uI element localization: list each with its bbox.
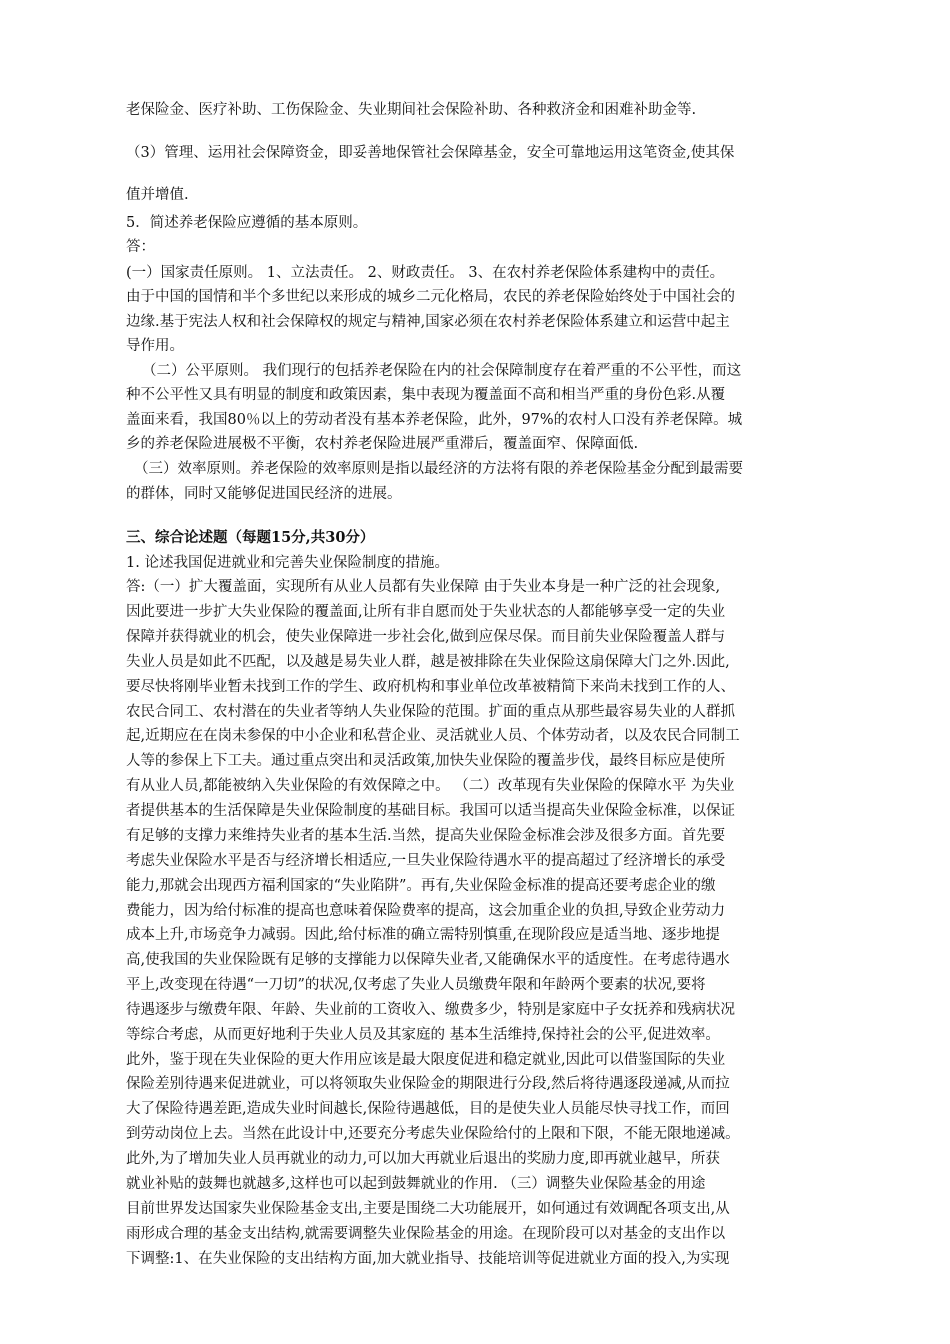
text-line: 答： xyxy=(126,239,155,255)
text-line: 等综合考虑，从而更好地利于失业人员及其家庭的 基本生活维持,保持社会的公平,促进效率。 xyxy=(126,1027,720,1043)
section-heading: 三、综合论述题（每题15分,共30分） xyxy=(126,529,375,546)
text-line: (一）国家责任原则。 1、立法责任。 2、财政责任。 3、在农村养老保险体系建构中的责任。 xyxy=(126,265,725,281)
text-line: 种不公平性又具有明显的制度和政策因素，集中表现为覆盖面不高和相当严重的身份色彩.从覆 xyxy=(126,387,726,403)
text-line: 起,近期应在在岗未参保的中小企业和私营企业、灵活就业人员、个体劳动者，以及农民合同制工 xyxy=(126,728,740,744)
text-line: 值并增值. xyxy=(126,187,189,203)
text-line: 就业补贴的鼓舞也就越多,这样也可以起到鼓舞就业的作用. （三）调整失业保险基金的用途 xyxy=(126,1176,706,1192)
text-line: 此外，鉴于现在失业保险的更大作用应该是最大限度促进和稳定就业,因此可以借鉴国际的失业 xyxy=(126,1052,726,1068)
text-line: （三）效率原则。养老保险的效率原则是指以最经济的方法将有限的养老保险基金分配到最需要 xyxy=(134,461,743,477)
text-line: 1. 论述我国促进就业和完善失业保险制度的措施。 xyxy=(126,555,449,571)
text-line: 成本上升,市场竞争力减弱。因此,给付标准的确立需特别慎重,在现阶段应是适当地、逐步地提 xyxy=(126,927,720,943)
text-line: 到劳动岗位上去。当然在此设计中,还要充分考虑失业保险给付的上限和下限，不能无限地递减。 xyxy=(126,1126,740,1142)
text-line: 的群体，同时又能够促进国民经济的进展。 xyxy=(126,486,402,502)
text-line: 能力,那就会出现西方福利国家的“失业陷阱”。再有,失业保险金标准的提高还要考虑企业的缴 xyxy=(126,878,716,894)
text-line: （3）管理、运用社会保障资金，即妥善地保管社会保障基金，安全可靠地运用这笔资金,使其保 xyxy=(126,145,735,161)
text-line: 老保险金、医疗补助、工伤保险金、失业期间社会保险补助、各种救济金和困难补助金等. xyxy=(126,102,697,118)
text-line: 下调整:1、在失业保险的支出结构方面,加大就业指导、技能培训等促进就业方面的投入,为实现 xyxy=(126,1251,730,1267)
text-line: 者提供基本的生活保障是失业保险制度的基础目标。我国可以适当提高失业保险金标准，以保证 xyxy=(126,803,735,819)
text-line: 人等的参保上下工夫。通过重点突出和灵活政策,加快失业保险的覆盖步伐，最终目标应是使所 xyxy=(126,753,726,769)
text-line: 乡的养老保险进展极不平衡，农村养老保险进展严重滞后，覆盖面窄、保障面低. xyxy=(126,436,639,452)
text-line: 有从业人员,都能被纳入失业保险的有效保障之中。 （二）改革现有失业保险的保障水平 为失业 xyxy=(126,778,735,794)
text-line: 盖面来看，我国80％以上的劳动者没有基本养老保险，此外，97%的农村人口没有养老保障。城 xyxy=(126,412,743,428)
text-line: 边缘.基于宪法人权和社会保障权的规定与精神,国家必须在农村养老保险体系建立和运营中起主 xyxy=(126,314,730,330)
text-line: 此外,为了增加失业人员再就业的动力,可以加大再就业后退出的奖励力度,即再就业越早，所获 xyxy=(126,1151,720,1167)
text-line: 失业人员是如此不匹配，以及越是易失业人群，越是被排除在失业保险这扇保障大门之外.因此, xyxy=(126,654,730,670)
text-line: 答:（一）扩大覆盖面，实现所有从业人员都有失业保障 由于失业本身是一种广泛的社会现象, xyxy=(126,579,721,595)
text-line: 目前世界发达国家失业保险基金支出,主要是围绕二大功能展开，如何通过有效调配各项支出,从 xyxy=(126,1201,730,1217)
text-line: 平上,改变现在待遇“一刀切”的状况,仅考虑了失业人员缴费年限和年龄两个要素的状况,要将 xyxy=(126,977,706,993)
text-line: 因此要进一步扩大失业保险的覆盖面,让所有非自愿而处于失业状态的人都能够享受一定的失业 xyxy=(126,604,726,620)
text-line: 费能力，因为给付标准的提高也意味着保险费率的提高，这会加重企业的负担,导致企业劳动力 xyxy=(126,903,726,919)
text-line: 雨形成合理的基金支出结构,就需要调整失业保险基金的用途。在现阶段可以对基金的支出作以 xyxy=(126,1226,726,1242)
text-line: 由于中国的国情和半个多世纪以来形成的城乡二元化格局，农民的养老保险始终处于中国社会的 xyxy=(126,289,735,305)
text-line: 大了保险待遇差距,造成失业时间越长,保险待遇越低，目的是使失业人员能尽快寻找工作，而回 xyxy=(126,1101,730,1117)
text-line: 保障并获得就业的机会，使失业保障进一步社会化,做到应保尽保。而目前失业保险覆盖人群与 xyxy=(126,629,726,645)
text-line: 有足够的支撑力来维持失业者的基本生活.当然，提高失业保险金标准会涉及很多方面。首先要 xyxy=(126,828,726,844)
text-line: 保险差别待遇来促进就业，可以将领取失业保险金的期限进行分段,然后将待遇逐段递减,从而拉 xyxy=(126,1076,730,1092)
text-line: （二）公平原则。 我们现行的包括养老保险在内的社会保障制度存在着严重的不公平性，而这 xyxy=(142,363,742,379)
text-line: 考虑失业保险水平是否与经济增长相适应,一旦失业保险待遇水平的提高超过了经济增长的承受 xyxy=(126,853,726,869)
text-line: 要尽快将刚毕业暂未找到工作的学生、政府机构和事业单位改革被精简下来尚未找到工作的人、 xyxy=(126,679,735,695)
text-line: 待遇逐步与缴费年限、年龄、失业前的工资收入、缴费多少，特别是家庭中子女抚养和残病状况 xyxy=(126,1002,735,1018)
text-line: 农民合同工、农村潜在的失业者等纳人失业保险的范围。扩面的重点从那些最容易失业的人群抓 xyxy=(126,704,735,720)
text-line: 5．简述养老保险应遵循的基本原则。 xyxy=(126,215,368,231)
text-line: 导作用。 xyxy=(126,338,184,354)
text-line: 高,使我国的失业保险既有足够的支撑能力以保障失业者,又能确保水平的适度性。在考虑待遇水 xyxy=(126,952,730,968)
